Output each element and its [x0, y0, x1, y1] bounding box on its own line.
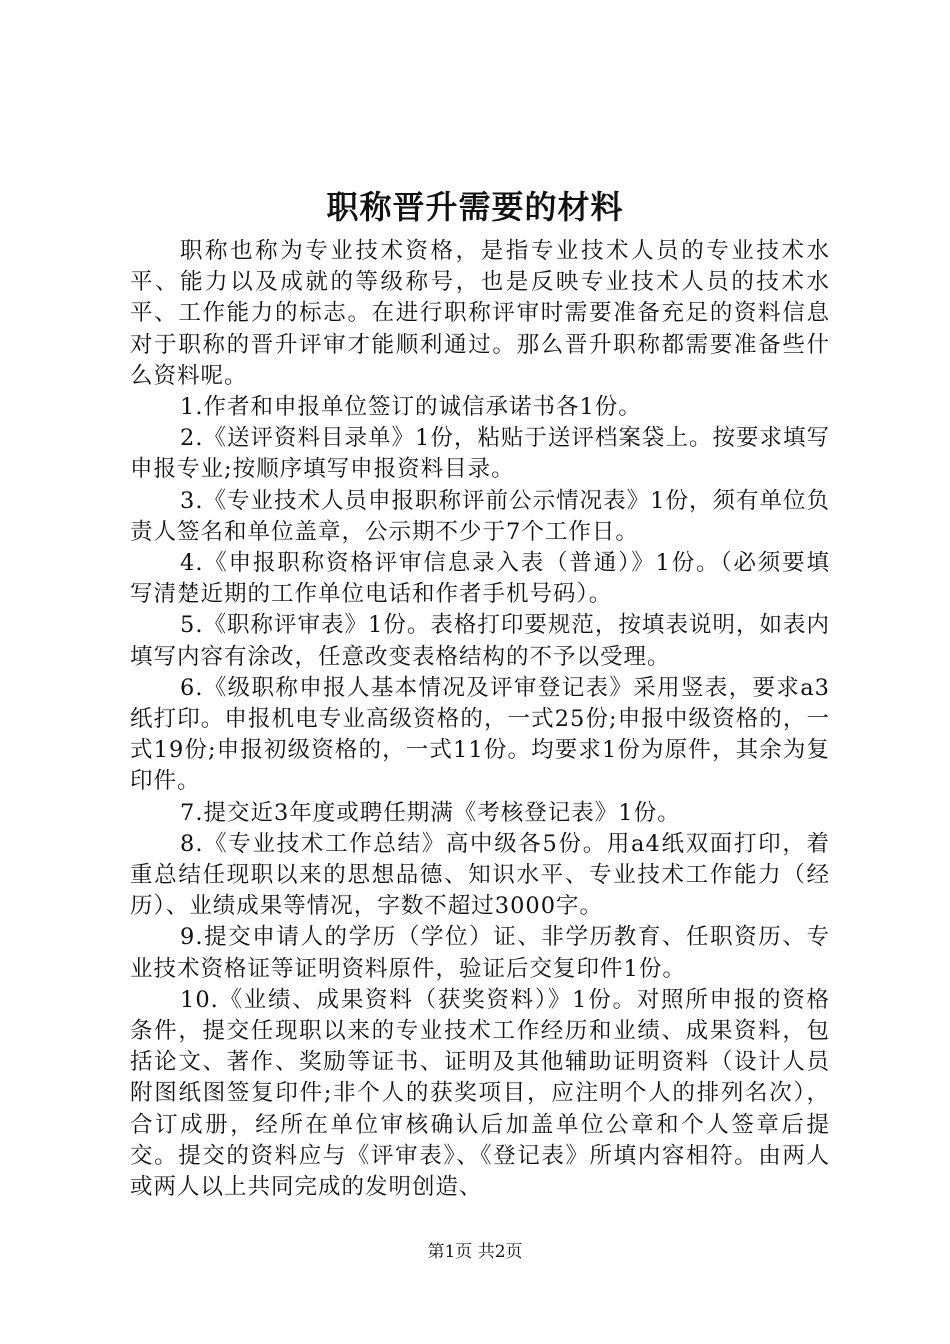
page-footer: 第1页 共2页: [427, 1242, 523, 1262]
page-title: 职称晋升需要的材料: [326, 188, 624, 226]
list-item: 4.《申报职称资格评审信息录入表（普通）》1份。（必须要填写清楚近期的工作单位电话和作者手机号码）。: [130, 550, 830, 608]
list-item: 6.《级职称申报人基本情况及评审登记表》采用竖表，要求a3纸打印。申报机电专业高级资格的，一式25份;申报中级资格的，一式19份;申报初级资格的，一式11份。均要求1份为原件，其余为复印件。: [130, 674, 830, 795]
list-item: 7.提交近3年度或聘任期满《考核登记表》1份。: [180, 799, 681, 826]
list-item: 3.《专业技术人员申报职称评前公示情况表》1份，须有单位负责人签名和单位盖章，公示期不少于7个工作日。: [130, 487, 830, 545]
list-item: 10.《业绩、成果资料（获奖资料）》1份。对照所申报的资格条件，提交任现职以来的专业技术工作经历和业绩、成果资料，包括论文、著作、奖励等证书、证明及其他辅助证明资料（设计人员附图纸图签复印件;非个人的获奖项目，应注明个人的排列名次），合订成册，经所在单位审核确认后加盖单位公章和个人签章后提交。提交的资料应与《评审表》、《登记表》所填内容相符。由两人或两人以上共同完成的发明创造、: [130, 986, 830, 1201]
list-item: 5.《职称评审表》1份。表格打印要规范，按填表说明，如表内填写内容有涂改，任意改变表格结构的不予以受理。: [130, 612, 830, 670]
list-item: 9.提交申请人的学历（学位）证、非学历教育、任职资历、专业技术资格证等证明资料原件，验证后交复印件1份。: [130, 924, 830, 982]
document-body: [130, 236, 830, 1203]
list-item: 1.作者和申报单位签订的诚信承诺书各1份。: [180, 394, 642, 421]
list-item: 8.《专业技术工作总结》高中级各5份。用a4纸双面打印，着重总结任现职以来的思想品德、知识水平、专业技术工作能力（经历）、业绩成果等情况，字数不超过3000字。: [130, 830, 830, 920]
intro-paragraph: 职称也称为专业技术资格，是指专业技术人员的专业技术水平、能力以及成就的等级称号，也是反映专业技术人员的技术水平、工作能力的标志。在进行职称评审时需要准备充足的资料信息对于职称的晋升评审才能顺利通过。那么晋升职称都需要准备些什么资料呢。: [130, 238, 830, 389]
list-item: 2.《送评资料目录单》1份，粘贴于送评档案袋上。按要求填写申报专业;按顺序填写申报资料目录。: [130, 425, 830, 483]
